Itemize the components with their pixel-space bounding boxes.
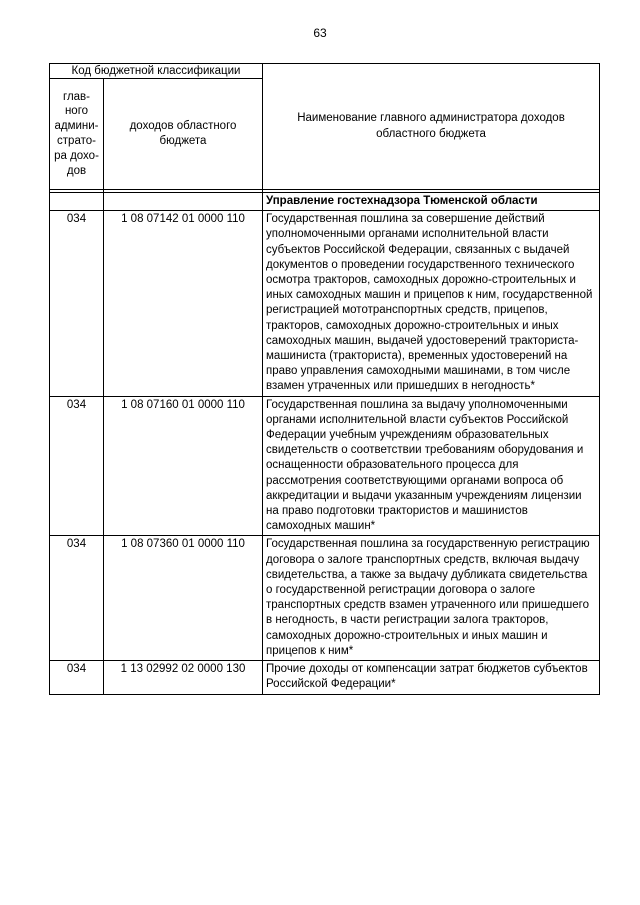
revenue-name: Государственная пошлина за государственную регистрацию договора о залоге транспортных средств, включая выдачу свидетельства, а также за выдачу дубликата свидетельства о государственной регистрации договора о залоге транспортных средств взамен утраченного или пришедшего в негодность, в части регистрации залога тракторов, самоходных дорожно-строительных и иных машин и прицепов к ним* — [263, 536, 600, 661]
table-row — [50, 396, 600, 536]
revenue-name: Государственная пошлина за совершение действий уполномоченными органами исполнительной власти субъектов Российской Федерации, связанных с выдачей документов о проведении государственного технического осмотра тракторов, самоходных дорожно-строительных и иных самоходных машин и прицепов к ним, государственной регистрацией мототранспортных средств, прицепов, тракторов, самоходных дорожно-строительных и иных самоходных машин, выдачей удостоверений тракториста-машиниста (тракториста), временных удостоверений на право управления самоходными машинами, в том числе взамен утраченных или пришедших в негодность* — [263, 211, 600, 396]
section-row — [50, 193, 600, 211]
header-regional-revenue: доходов областного бюджета — [104, 79, 263, 190]
revenue-code: 1 08 07142 01 0000 110 — [104, 211, 263, 396]
budget-classification-table — [49, 63, 600, 695]
table-row — [50, 211, 600, 396]
revenue-code: 1 08 07160 01 0000 110 — [104, 396, 263, 536]
table-row — [50, 661, 600, 694]
header-chief-admin: глав- ного админи- страто- ра дохо- дов — [50, 79, 104, 190]
admin-code: 034 — [50, 536, 104, 661]
table-header-row — [50, 64, 600, 79]
revenue-name: Государственная пошлина за выдачу уполномоченными органами исполнительной власти субъектов Российской Федерации учебным учреждениям образовательных свидетельств о соответствии требованиям оборудования и оснащенности образовательного процесса для рассмотрения соответствующими органами вопроса об аккредитации и выдачи указанным учреждениям лицензии на право подготовки трактористов и машинистов самоходных машин* — [263, 396, 600, 536]
revenue-name: Прочие доходы от компенсации затрат бюджетов субъектов Российской Федерации* — [263, 661, 600, 694]
admin-code: 034 — [50, 396, 104, 536]
revenue-code: 1 08 07360 01 0000 110 — [104, 536, 263, 661]
admin-code: 034 — [50, 211, 104, 396]
header-admin-name: Наименование главного администратора доходов областного бюджета — [263, 64, 600, 190]
table-row — [50, 536, 600, 661]
page-number: 63 — [313, 26, 327, 40]
admin-code: 034 — [50, 661, 104, 694]
header-budget-code-group: Код бюджетной классификации — [50, 64, 263, 79]
revenue-code: 1 13 02992 02 0000 130 — [104, 661, 263, 694]
section-title: Управление гостехнадзора Тюменской области — [263, 193, 600, 211]
